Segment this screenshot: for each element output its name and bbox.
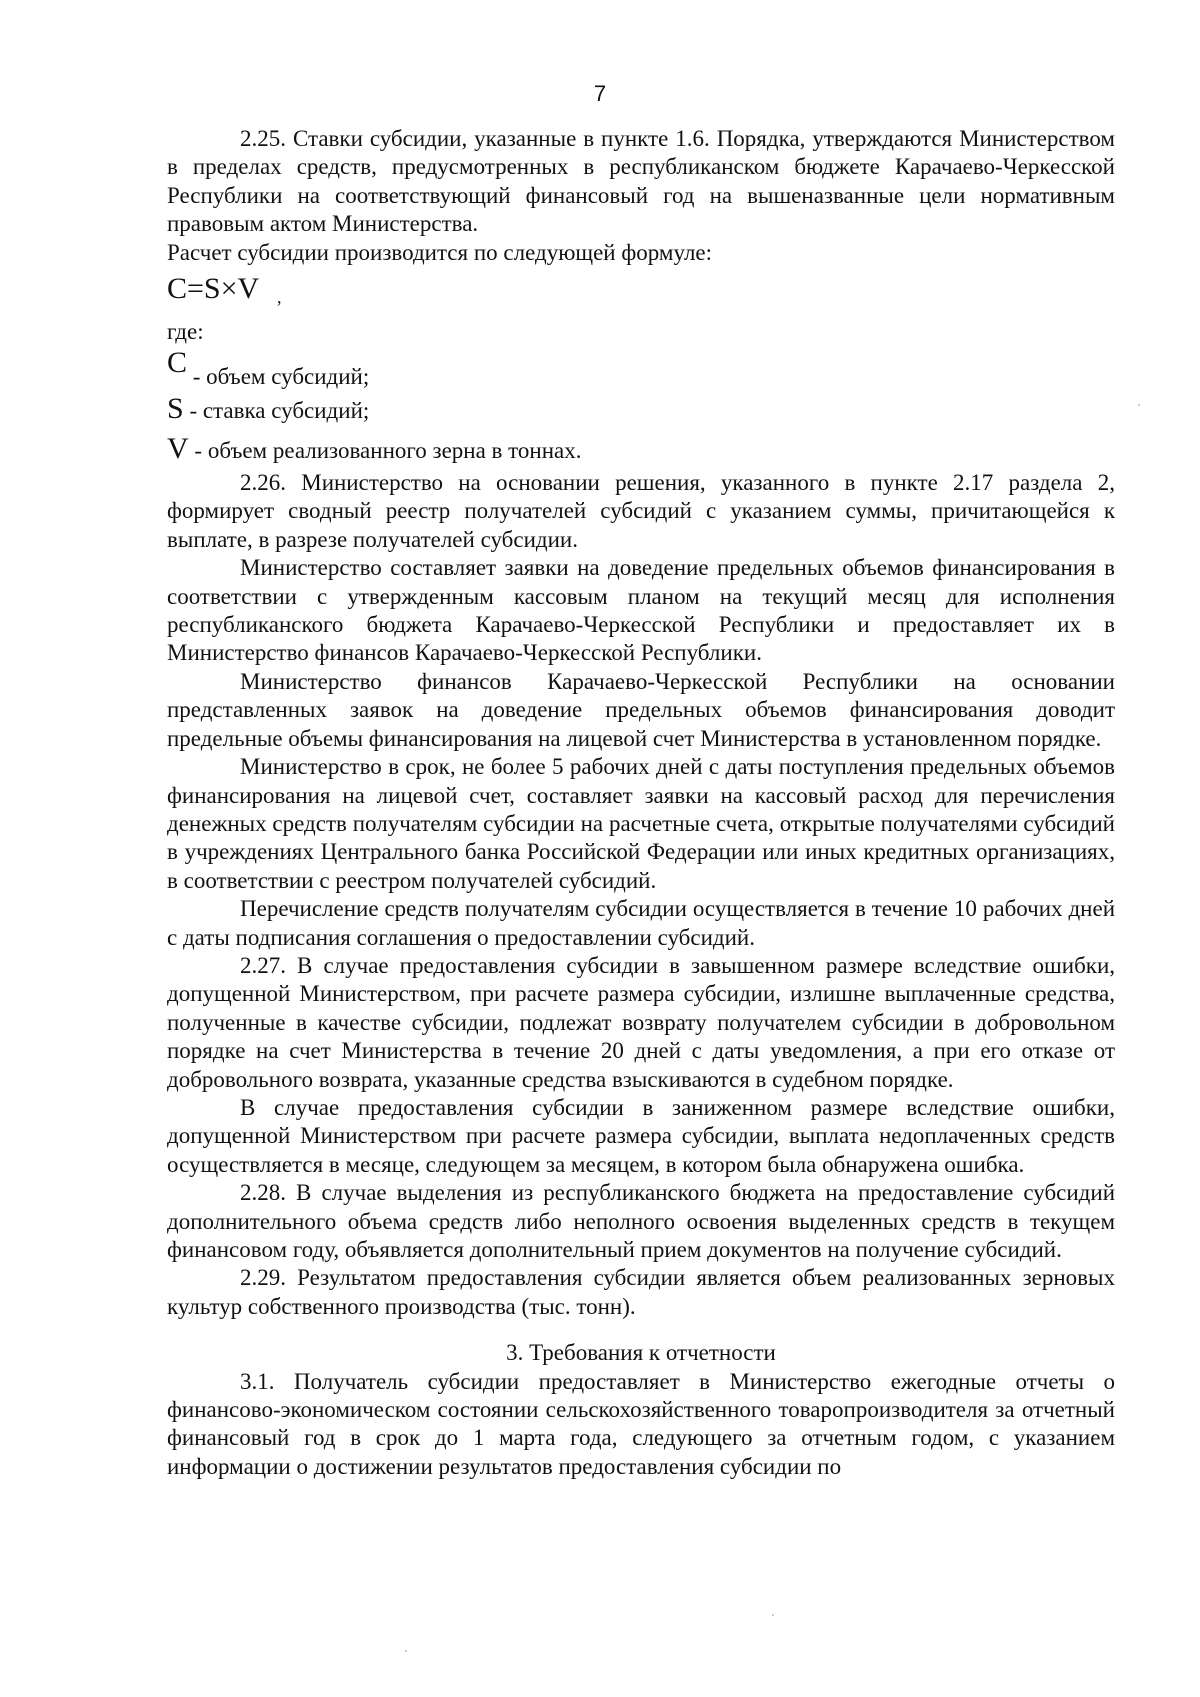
definition-v-symbol: V [167,432,189,466]
scan-speck [405,1650,407,1652]
subsidy-formula [167,267,1115,313]
paragraph-transfer: Перечисление средств получателям субсидии осуществляется в течение 10 рабочих дней с даты подписания соглашения о предоставлении субсидий. [167,896,1115,950]
definition-c-symbol: C [167,346,188,380]
definition-v-text: - объем реализованного зерна в тоннах. [188,438,582,464]
page-number: 7 [593,81,607,106]
paragraph-ministry-requests: Министерство составляет заявки на доведение предельных объемов финансирования в соответствии с утвержденным кассовым планом на текущий месяц для исполнения республиканского бюджета Карачаево-Черкесской Республики и предоставляет их в Министерство финансов Карачаево-Черкесской Республики. [167,555,1115,666]
formula-comma: , [277,287,282,308]
paragraph-understated: В случае предоставления субсидии в заниженном размере вследствие ошибки, допущенной Министерством при расчете размера субсидии, выплата недоплаченных средств осуществляется в месяце, следующем за месяцем, в котором была обнаружена ошибка. [167,1094,1115,1177]
definition-s-text: - ставка субсидий; [183,398,370,424]
definition-v [167,429,1115,469]
paragraph-2-26: 2.26. Министерство на основании решения, указанного в пункте 2.17 раздела 2, формирует сводный реестр получателей субсидий с указанием суммы, причитающейся к выплате, в разрезе получателей субсидии. [167,470,1115,552]
section-3-title: 3. Требования к отчетности [506,1340,776,1366]
where-label: где: [167,319,204,345]
paragraph-2-28: 2.28. В случае выделения из республиканского бюджета на предоставление субсидий дополнительного объема средств либо неполного освоения выделенных средств в текущем финансовом году, объявляется дополнительный прием документов на получение субсидий. [167,1180,1115,1262]
formula-expression: C=S×V [167,272,260,306]
paragraph-2-27: 2.27. В случае предоставления субсидии в завышенном размере вследствие ошибки, допущенной Министерством, при расчете размера субсидии, излишне выплаченные средства, полученные в качестве субсидии, подлежат возврату получателем субсидии в добровольном порядке на счет Министерства в течение 20 дней с даты уведомления, а при его отказе от добровольного возврата, указанные средства взыскиваются в судебном порядке. [167,952,1115,1092]
paragraph-deadline: Министерство в срок, не более 5 рабочих дней с даты поступления предельных объемов финансирования на лицевой счет, составляет заявки на кассовый расход для перечисления денежных средств получателям субсидии на расчетные счета, открытые получателями субсидий в учреждениях Центрального банка Российской Федерации или иных кредитных организациях, в соответствии с реестром получателей субсидий. [167,754,1115,893]
paragraph-minfin: Министерство финансов Карачаево-Черкесской Республики на основании представленных заявок на доведение предельных объемов финансирования доводит предельные объемы финансирования на лицевой счет Министерства в установленном порядке. [167,668,1115,751]
paragraph-2-25: 2.25. Ставки субсидии, указанные в пункте 1.6. Порядка, утверждаются Министерством в пределах средств, предусмотренных в республиканском бюджете Карачаево-Черкесской Республики на соответствующий финансовый год на вышеназванные цели нормативным правовым актом Министерства. [167,126,1115,237]
paragraph-2-29: 2.29. Результатом предоставления субсидии является объем реализованных зерновых культур собственного производства (тыс. тонн). [167,1265,1115,1319]
definition-c [167,346,1115,390]
paragraph-3-1: 3.1. Получатель субсидии предоставляет в Министерство ежегодные отчеты о финансово-экономическом состоянии сельскохозяйственного товаропроизводителя за отчетный финансовый год в срок до 1 марта года, следующего за отчетным годом, с указанием информации о достижении результатов предоставления субсидии по [167,1368,1115,1479]
definition-s-symbol: S [167,392,184,426]
scan-speck [1138,404,1140,406]
definition-c-text: - объем субсидий; [187,364,370,390]
formula-intro: Расчет субсидии производится по следующей формуле: [167,239,713,265]
document-body [167,125,1115,1481]
scan-speck [772,1614,774,1616]
definition-s [167,389,1115,429]
